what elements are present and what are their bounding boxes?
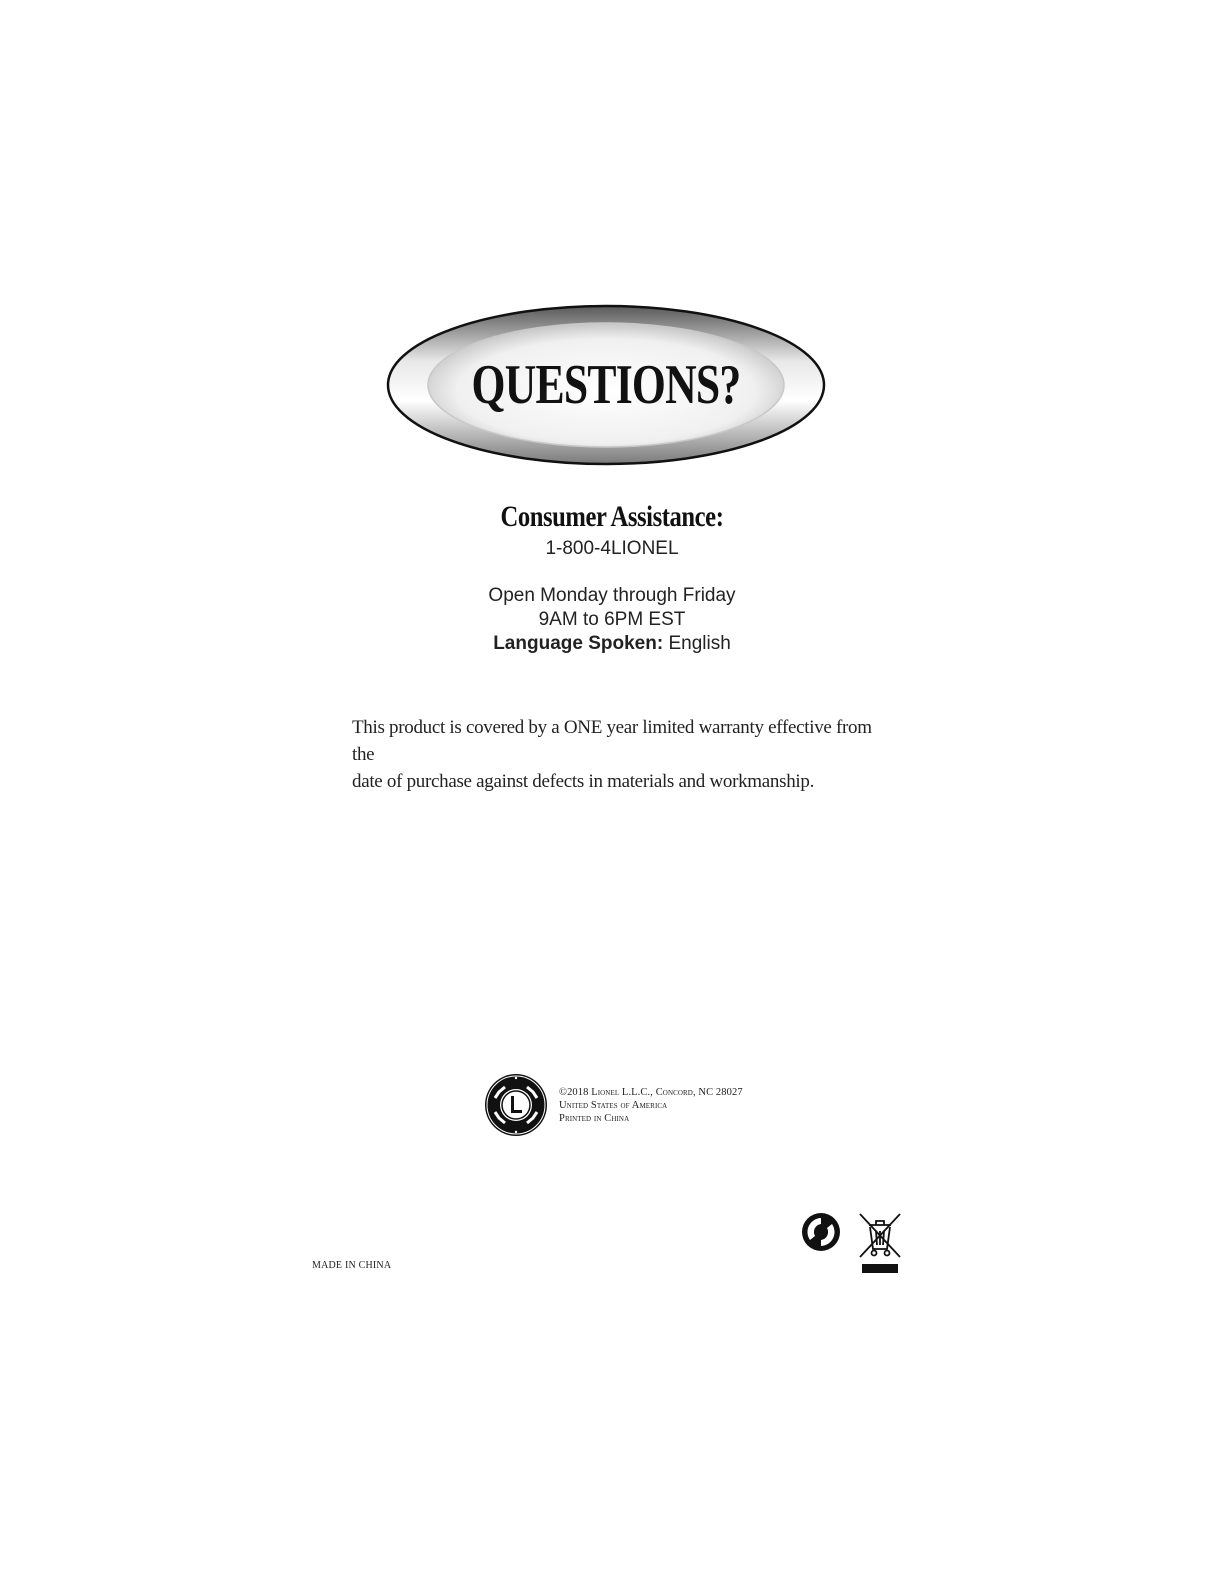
banner-title: QUESTIONS? bbox=[471, 354, 741, 416]
weee-crossed-bin-icon bbox=[857, 1211, 903, 1275]
copyright-line-1: ©2018 Lionel L.L.C., Concord, NC 28027 bbox=[559, 1086, 743, 1098]
hours-time: 9AM to 6PM EST bbox=[538, 609, 686, 630]
warranty-text bbox=[352, 714, 892, 795]
warranty-line-2: date of purchase against defects in materials and workmanship. bbox=[352, 771, 815, 792]
copyright-block bbox=[559, 1086, 743, 1125]
language-line bbox=[0, 633, 1224, 655]
hours-days: Open Monday through Friday bbox=[488, 585, 736, 606]
language-label: Language Spoken: bbox=[493, 633, 664, 654]
questions-banner bbox=[386, 304, 826, 466]
footer-logo-row bbox=[483, 1072, 743, 1138]
business-hours bbox=[0, 584, 1224, 632]
lionel-logo-icon bbox=[483, 1072, 549, 1138]
warranty-line-1: This product is covered by a ONE year limited warranty effective from the bbox=[352, 717, 872, 765]
phone-number: 1-800-4LIONEL bbox=[545, 538, 679, 559]
copyright-line-3: Printed in China bbox=[559, 1112, 630, 1124]
made-in-label: MADE IN CHINA bbox=[312, 1260, 392, 1271]
copyright-line-2: United States of America bbox=[559, 1099, 668, 1111]
green-dot-recycling-icon bbox=[801, 1212, 841, 1252]
language-value: English bbox=[668, 633, 731, 654]
consumer-assistance-heading: Consumer Assistance: bbox=[500, 500, 724, 533]
